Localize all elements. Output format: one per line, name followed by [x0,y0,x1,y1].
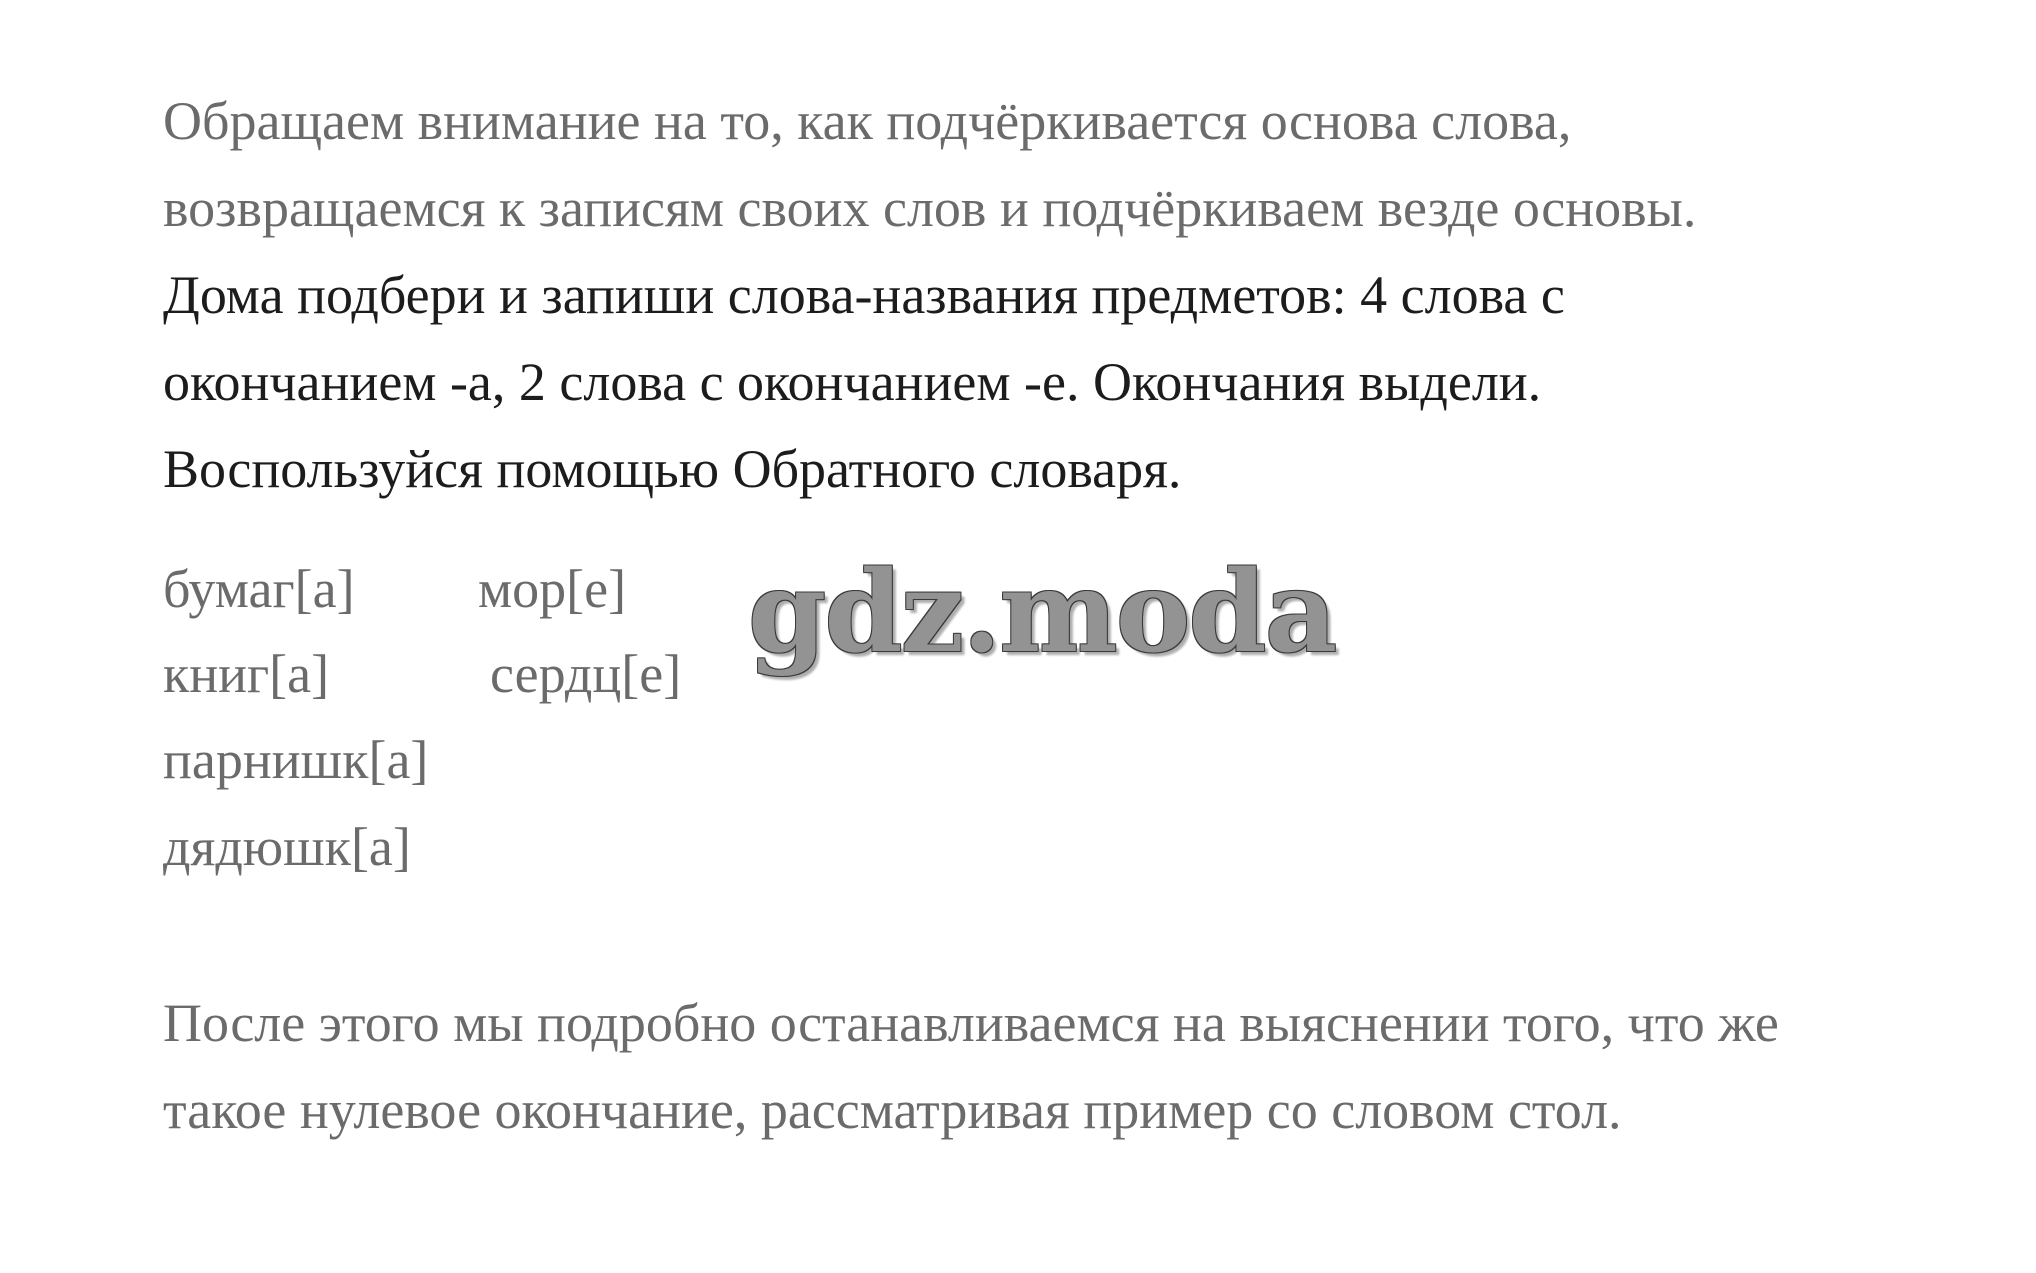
intro-line-2: возвращаемся к записям своих слов и подчёркиваем везде основы. [163,178,1697,238]
intro-line-1: Обращаем внимание на то, как подчёркивается основа слова, [163,91,1572,151]
word-e-2: сердц[е] [490,644,682,704]
word-e-1: мор[е] [478,559,627,619]
word-a-3: парнишк[а] [163,730,429,790]
task-line-1: Дома подбери и запиши слова-названия предметов: 4 слова с [163,265,1565,325]
outro-line-1: После этого мы подробно останавливаемся на выяснении того, что же [163,993,1779,1053]
task-line-3: Воспользуйся помощью Обратного словаря. [163,439,1182,499]
word-a-4: дядюшк[а] [163,817,411,877]
task-line-2: окончанием -а, 2 слова с окончанием -е. Окончания выдели. [163,352,1542,412]
watermark-logo: gdz.moda [748,547,1336,678]
word-a-2: книг[а] [163,644,330,704]
outro-line-2: такое нулевое окончание, рассматривая пример со словом стол. [163,1080,1622,1140]
word-a-1: бумаг[а] [163,559,355,619]
